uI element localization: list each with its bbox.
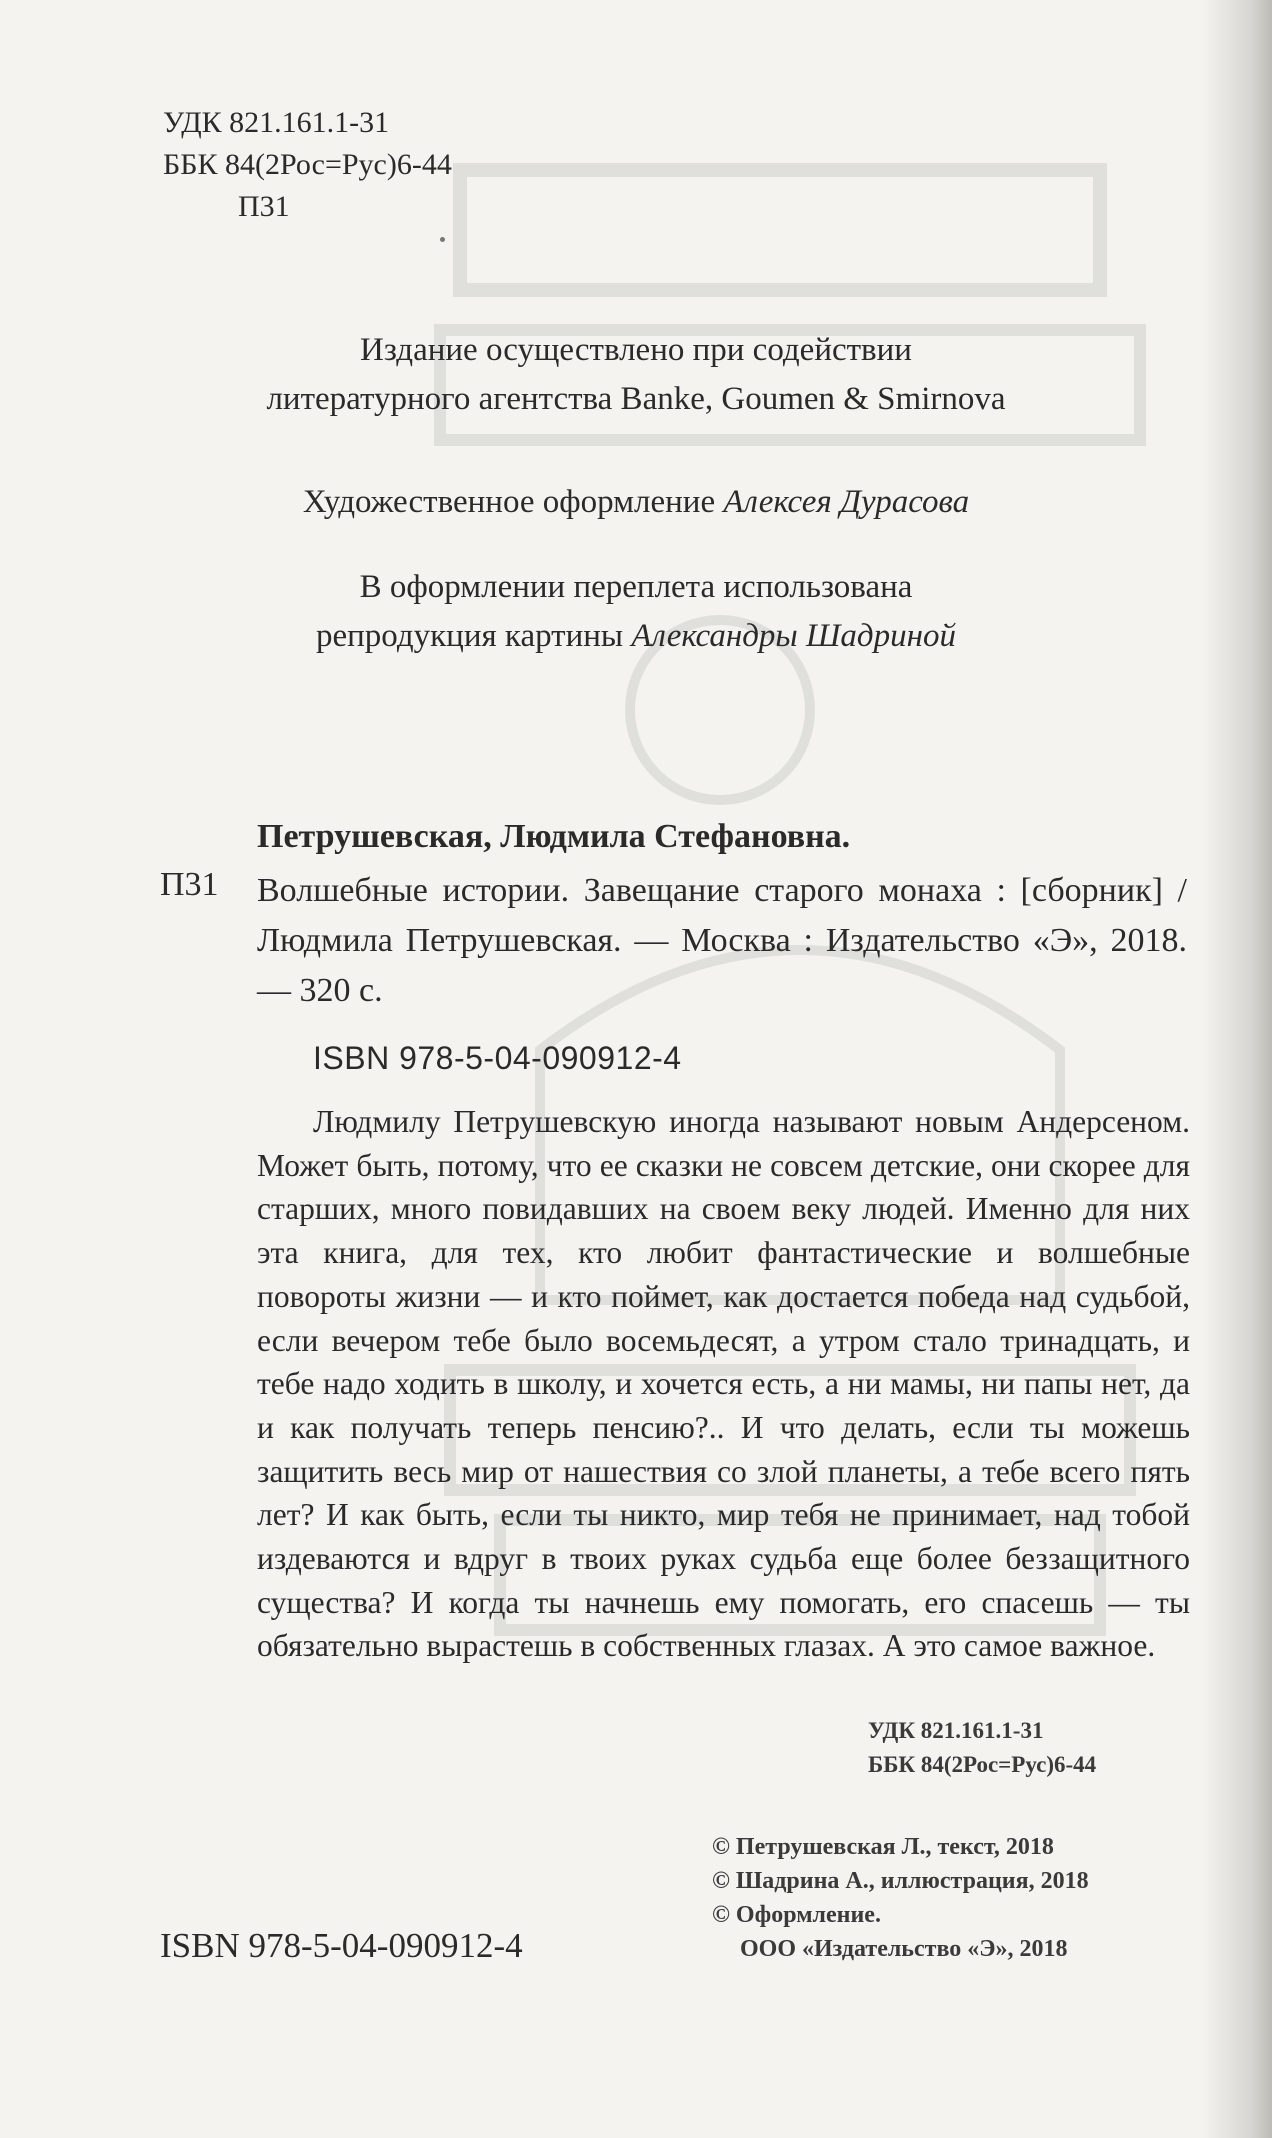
copyright-text: © Петрушевская Л., текст, 2018 — [712, 1834, 1054, 1860]
cover-credit-prefix: репродукция картины — [316, 618, 624, 654]
isbn-line: ISBN 978-5-04-090912-4 — [313, 1040, 682, 1076]
copyright-illustration: © Шадрина А., иллюстрация, 2018 — [712, 1868, 1089, 1894]
copyright-design: © Оформление. — [712, 1902, 881, 1928]
annotation-paragraph: Людмилу Петрушевскую иногда называют новым Андерсеном. Может быть, потому, что ее сказки не совсем детские, они скорее для старших, много повидавших на своем веку людей. Именно для них эта книга, для тех, кто любит фантастические и волшебные повороты жизни — и кто поймет, как достается победа над судьбой, если вечером тебе было восемьдесят, а утром стало тринадцать, и тебе надо ходить в школу, и хочется есть, а ни мамы, ни папы нет, да и как получать теперь пенсию?.. И что делать, если ты можешь защитить весь мир от нашествия со злой планеты, а тебе всего пять лет? И как быть, если ты никто, мир тебя не принимает, над тобой издеваются и вдруг в твоих руках судьба еще более беззащитного существа? И когда ты начнешь ему помогать, его спасешь — ты обязательно вырастешь в собственных глазах. А это самое важное. — [257, 1104, 1190, 1664]
agency-credit — [0, 326, 1272, 424]
agency-credit-line-2: литературного агентства Banke, Goumen & Smirnova — [266, 381, 1006, 417]
spine-shadow — [1202, 0, 1272, 2138]
design-credit — [0, 478, 1272, 527]
agency-credit-line-1: Издание осуществлено при содействии — [360, 332, 912, 368]
copyright-publisher: ООО «Издательство «Э», 2018 — [740, 1936, 1068, 1962]
copyright-block — [712, 1830, 1089, 1966]
print-speck — [440, 237, 445, 242]
bibliographic-description: Волшебные истории. Завещание старого монаха : [сборник] / Людмила Петрушевская. — Москва : Издательство «Э», 2018. — 320 с. — [257, 872, 1187, 1009]
author-mark-code: П31 — [238, 190, 290, 223]
classification-block — [163, 102, 452, 228]
cover-credit — [0, 563, 1272, 661]
bottom-bbk: ББК 84(2Рос=Рус)6-44 — [868, 1752, 1097, 1777]
bibliographic-code: П31 — [160, 866, 219, 903]
cover-credit-line-1: В оформлении переплета использована — [359, 569, 913, 605]
author-heading: Петрушевская, Людмила Стефановна. — [257, 818, 851, 855]
bbk-code: ББК 84(2Рос=Рус)6-44 — [163, 148, 452, 181]
isbn-bottom: ISBN 978-5-04-090912-4 — [160, 1926, 523, 1965]
bottom-classification — [868, 1714, 1096, 1782]
design-credit-prefix: Художественное оформление — [302, 484, 716, 520]
bottom-udk: УДК 821.161.1-31 — [868, 1718, 1044, 1743]
cover-credit-name: Александры Шадриной — [631, 618, 956, 654]
udk-code: УДК 821.161.1-31 — [163, 106, 390, 139]
design-credit-name: Алексея Дурасова — [723, 484, 970, 520]
